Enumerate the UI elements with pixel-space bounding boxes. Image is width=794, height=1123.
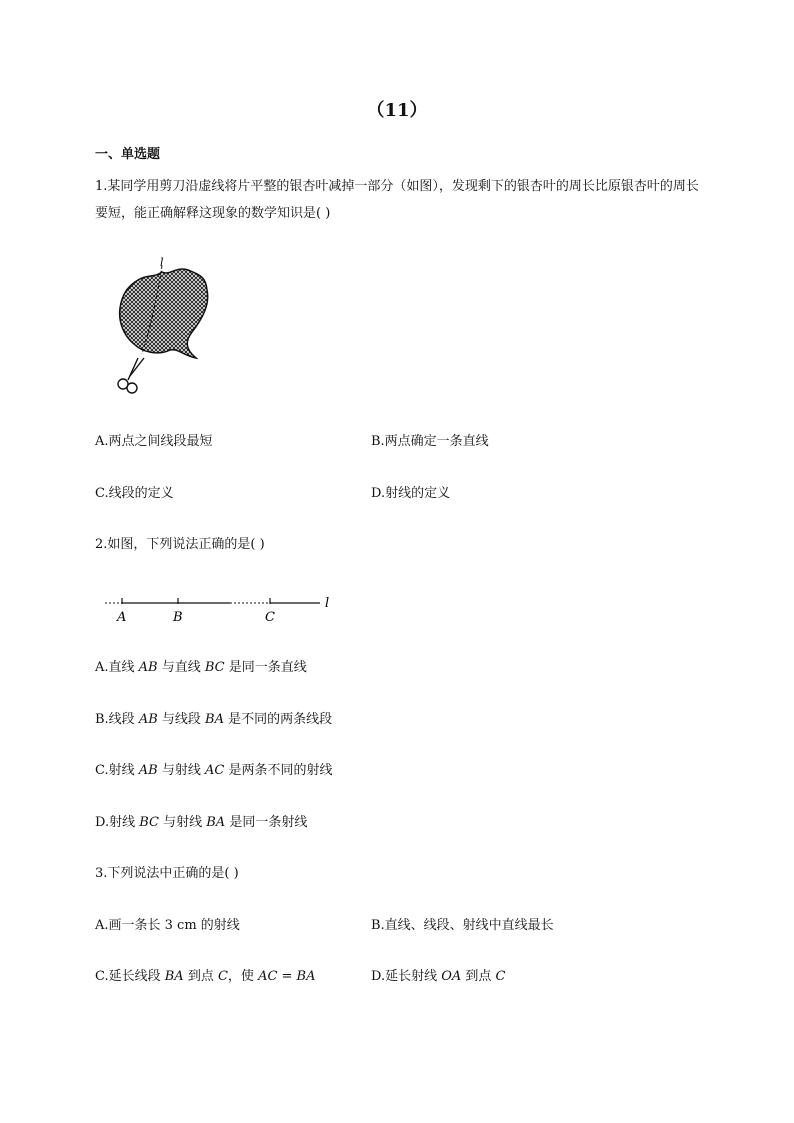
point-b-label: B: [173, 610, 183, 625]
q1-option-b: B.两点确定一条直线: [371, 434, 489, 449]
q3-option-d: D.延长射线 OA 到点 C: [371, 969, 506, 984]
q3-option-c: C.延长线段 BA 到点 C，使 AC = BA: [95, 969, 316, 984]
section-heading: 一、单选题: [95, 147, 161, 162]
page-title: （11）: [366, 100, 428, 121]
question-3-stem: 3.下列说法中正确的是( ): [95, 866, 239, 881]
scissors-icon: [118, 358, 144, 393]
leaf-label: l: [160, 256, 164, 269]
point-a-label: A: [117, 610, 127, 625]
question-2-stem: 2.如图，下列说法正确的是( ): [95, 537, 265, 552]
q2-option-a: A.直线 AB 与直线 BC 是同一条直线: [95, 660, 307, 675]
ginkgo-leaf-figure: [110, 252, 220, 397]
q1-option-d: D.射线的定义: [371, 486, 451, 501]
q1-option-c: C.线段的定义: [95, 486, 174, 501]
q2-option-d: D.射线 BC 与射线 BA 是同一条射线: [95, 815, 308, 830]
q1-option-a: A.两点之间线段最短: [95, 434, 213, 449]
question-1-stem: 1.某同学用剪刀沿虚线将片平整的银杏叶减掉一部分（如图），发现剩下的银杏叶的周长比原银杏叶的周长要短，能正确解释这现象的数学知识是( ): [95, 179, 699, 221]
point-c-label: C: [265, 610, 275, 625]
leaf-shape: [120, 269, 208, 358]
q2-option-c: C.射线 AB 与射线 AC 是两条不同的射线: [95, 763, 333, 778]
q3-option-b: B.直线、线段、射线中直线最长: [371, 918, 554, 933]
line-diagram: [100, 590, 350, 630]
q2-option-b: B.线段 AB 与线段 BA 是不同的两条线段: [95, 712, 333, 727]
line-l-label: l: [325, 596, 330, 611]
q3-option-a: A.画一条长 3 cm 的射线: [95, 918, 240, 933]
